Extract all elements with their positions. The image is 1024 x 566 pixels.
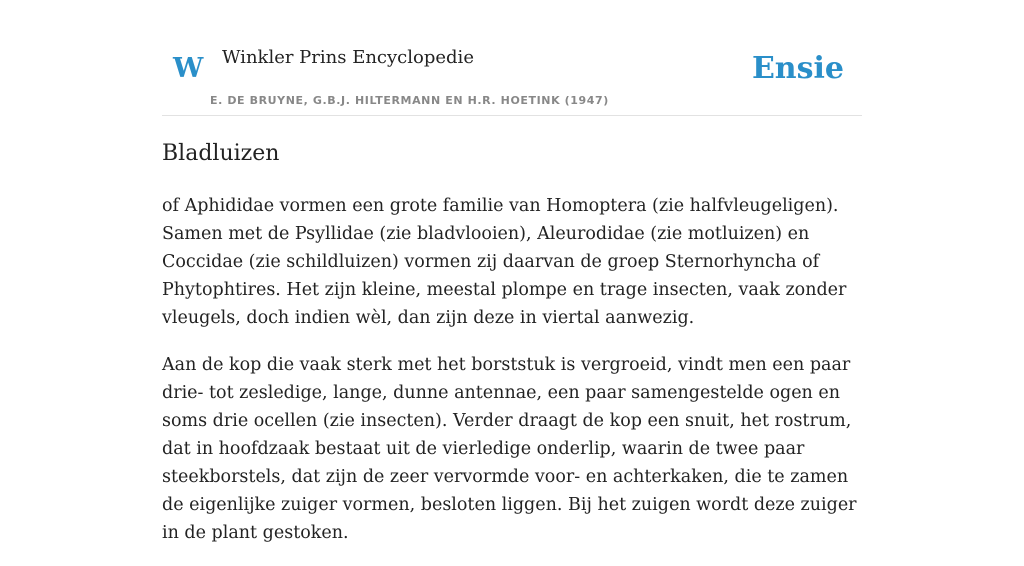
- article-paragraph: Aan de kop die vaak sterk met het borststuk is vergroeid, vindt men een paar drie- tot zesledige, lange, dunne antennae, een paar samengestelde ogen en soms drie ocellen (zie insecten). Verder draagt de kop een snuit, het rostrum, dat in hoofdzaak bestaat uit de vierledige onderlip, waarin de twee paar steekborstels, dat zijn de zeer vervormde voor- en achterkaken, die te zamen de eigenlijke zuiger vormen, besloten liggen. Bij het zuigen wordt deze zuiger in de plant gestoken.: [162, 355, 857, 543]
- ensie-logo[interactable]: Ensie: [751, 51, 844, 86]
- site-header: [162, 0, 862, 116]
- article-paragraph: of Aphididae vormen een grote familie van Homoptera (zie halfvleugeligen). Samen met de Psyllidae (zie bladvlooien), Aleurodidae (zie motluizen) en Coccidae (zie schildluizen) vormen zij daarvan de groep Sternorhyncha of Phytophtires. Het zijn kleine, meestal plompe en trage insecten, vaak zonder vleugels, doch indien wèl, dan zijn deze in viertal aanwezig.: [162, 196, 847, 328]
- publication-title[interactable]: Winkler Prins Encyclopedie: [222, 47, 474, 68]
- publication-authors: E. DE BRUYNE, G.B.J. HILTERMANN EN H.R. HOETINK (1947): [210, 94, 609, 107]
- article-body: [162, 192, 862, 566]
- publication-logo-icon[interactable]: W: [173, 53, 204, 84]
- article-title: Bladluizen: [162, 141, 280, 166]
